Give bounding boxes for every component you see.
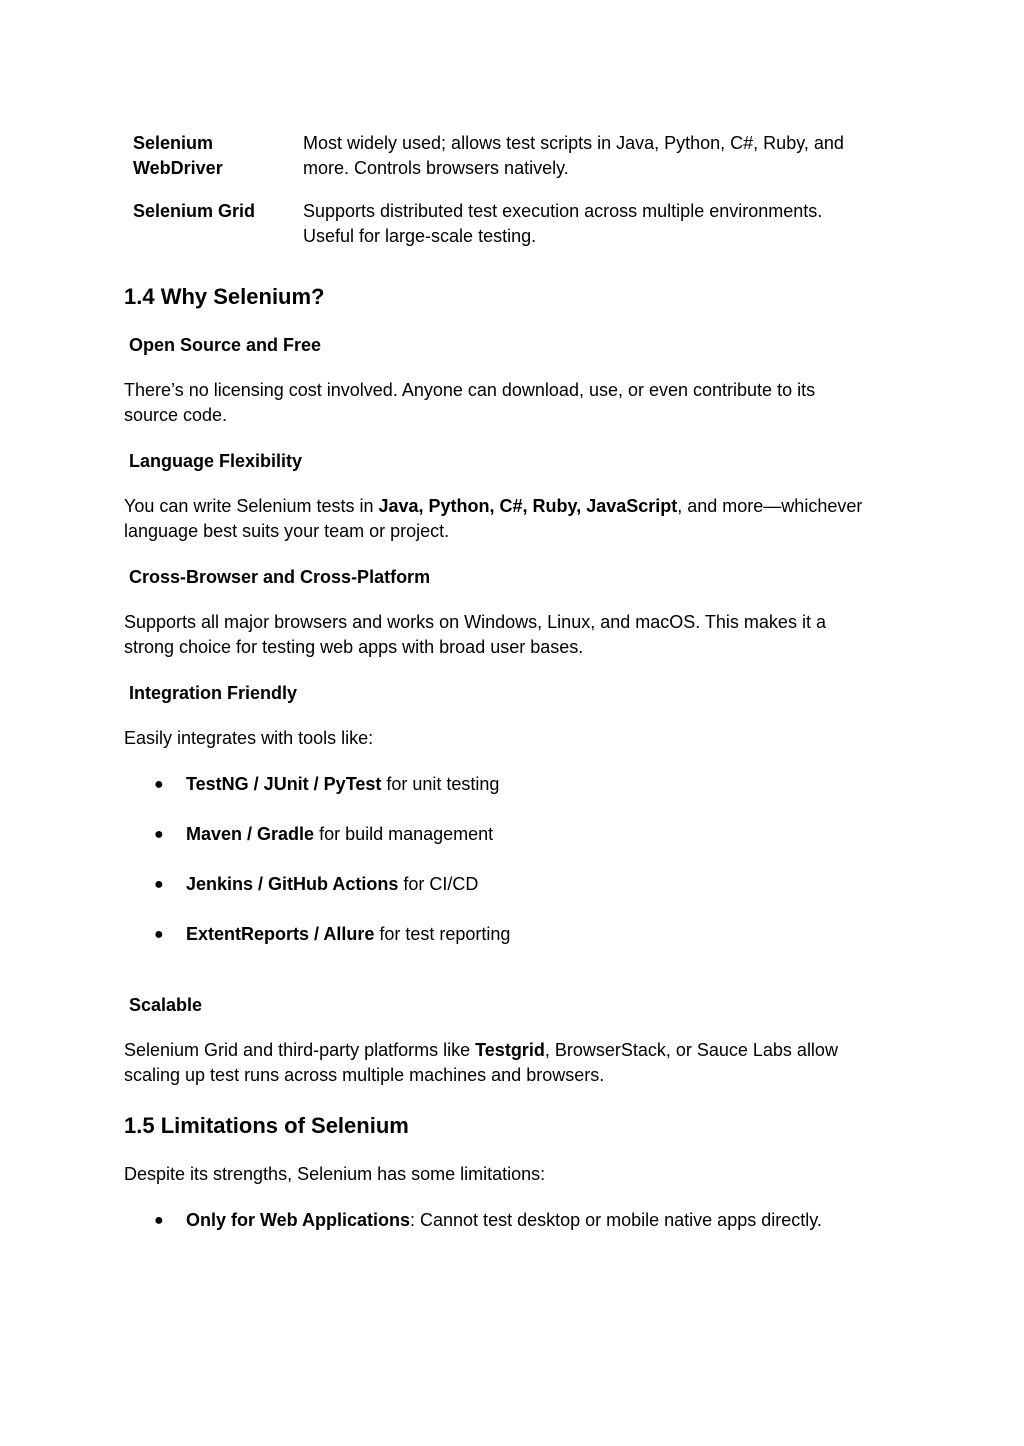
paragraph-cross-browser: [124, 610, 914, 660]
table-row-1-name-line1: Selenium: [133, 133, 214, 153]
paragraph-scalable: [124, 1038, 914, 1088]
subheading-cross-browser: Cross-Browser and Cross-Platform: [129, 567, 431, 587]
list-item-text: [186, 1208, 822, 1233]
section-heading-1-5: 1.5 Limitations of Selenium: [124, 1113, 409, 1138]
list-item-text: [186, 872, 478, 897]
paragraph-scalable-line2: scaling up test runs across multiple machines and browsers.: [124, 1065, 605, 1085]
paragraph-cross-line1: Supports all major browsers and works on Windows, Linux, and macOS. This makes it a: [124, 612, 826, 632]
paragraph-open-source: [124, 378, 914, 428]
paragraph-open-source-line2: source code.: [124, 405, 228, 425]
table-row-2-desc-line1: Supports distributed test execution across multiple environments.: [303, 201, 823, 221]
list-item-rest: : Cannot test desktop or mobile native apps directly.: [410, 1210, 822, 1230]
list-item-bold: Jenkins / GitHub Actions: [186, 874, 399, 894]
subheading-scalable: Scalable: [129, 995, 203, 1015]
paragraph-language-flexibility: [124, 494, 914, 544]
paragraph-language-line1: [124, 494, 914, 519]
bullet-icon: ●: [154, 876, 164, 893]
bullet-icon: ●: [154, 826, 164, 843]
bullet-icon: ●: [154, 1212, 164, 1229]
list-item-bold: Only for Web Applications: [186, 1210, 411, 1230]
table-row-2-desc-line2: Useful for large-scale testing.: [303, 226, 537, 246]
table-row-1-desc: [303, 131, 903, 181]
language-text-bold: Java, Python, C#, Ruby, JavaScript: [378, 496, 678, 516]
table-row-1-desc-line1: Most widely used; allows test scripts in Java, Python, C#, Ruby, and: [303, 133, 844, 153]
bullet-icon: ●: [154, 776, 164, 793]
list-item-bold: Maven / Gradle: [186, 824, 315, 844]
scalable-text-bold: Testgrid: [475, 1040, 545, 1060]
paragraph-cross-line2: strong choice for testing web apps with broad user bases.: [124, 637, 584, 657]
list-item-rest: for CI/CD: [398, 874, 479, 894]
table-row-2-name: Selenium Grid: [133, 201, 256, 221]
subheading-open-source: Open Source and Free: [129, 335, 322, 355]
list-item-text: [186, 822, 493, 847]
list-item-text: [186, 772, 499, 797]
list-item-text: [186, 922, 510, 947]
language-text-pre: You can write Selenium tests in: [124, 496, 379, 516]
scalable-text-post: , BrowserStack, or Sauce Labs allow: [544, 1040, 838, 1060]
list-item-rest: for test reporting: [374, 924, 511, 944]
paragraph-integration-intro: Easily integrates with tools like:: [124, 728, 374, 748]
subheading-language-flexibility: Language Flexibility: [129, 451, 303, 471]
paragraph-limitations-intro: Despite its strengths, Selenium has some limitations:: [124, 1164, 546, 1184]
table-row-1-name: [133, 131, 223, 181]
paragraph-scalable-line1: [124, 1038, 914, 1063]
paragraph-language-line2: language best suits your team or project.: [124, 521, 450, 541]
language-text-post: , and more—whichever: [677, 496, 863, 516]
bullet-icon: ●: [154, 926, 164, 943]
scalable-text-pre: Selenium Grid and third-party platforms like: [124, 1040, 476, 1060]
list-item-rest: for unit testing: [381, 774, 500, 794]
table-row-1-desc-line2: more. Controls browsers natively.: [303, 158, 569, 178]
subheading-integration-friendly: Integration Friendly: [129, 683, 298, 703]
section-heading-1-4: 1.4 Why Selenium?: [124, 284, 325, 309]
list-item-rest: for build management: [314, 824, 494, 844]
table-row-2-desc: [303, 199, 903, 249]
list-item-bold: TestNG / JUnit / PyTest: [186, 774, 382, 794]
paragraph-open-source-line1: There’s no licensing cost involved. Anyone can download, use, or even contribute to its: [124, 380, 816, 400]
table-row-1-name-line2: WebDriver: [133, 158, 223, 178]
list-item-bold: ExtentReports / Allure: [186, 924, 375, 944]
